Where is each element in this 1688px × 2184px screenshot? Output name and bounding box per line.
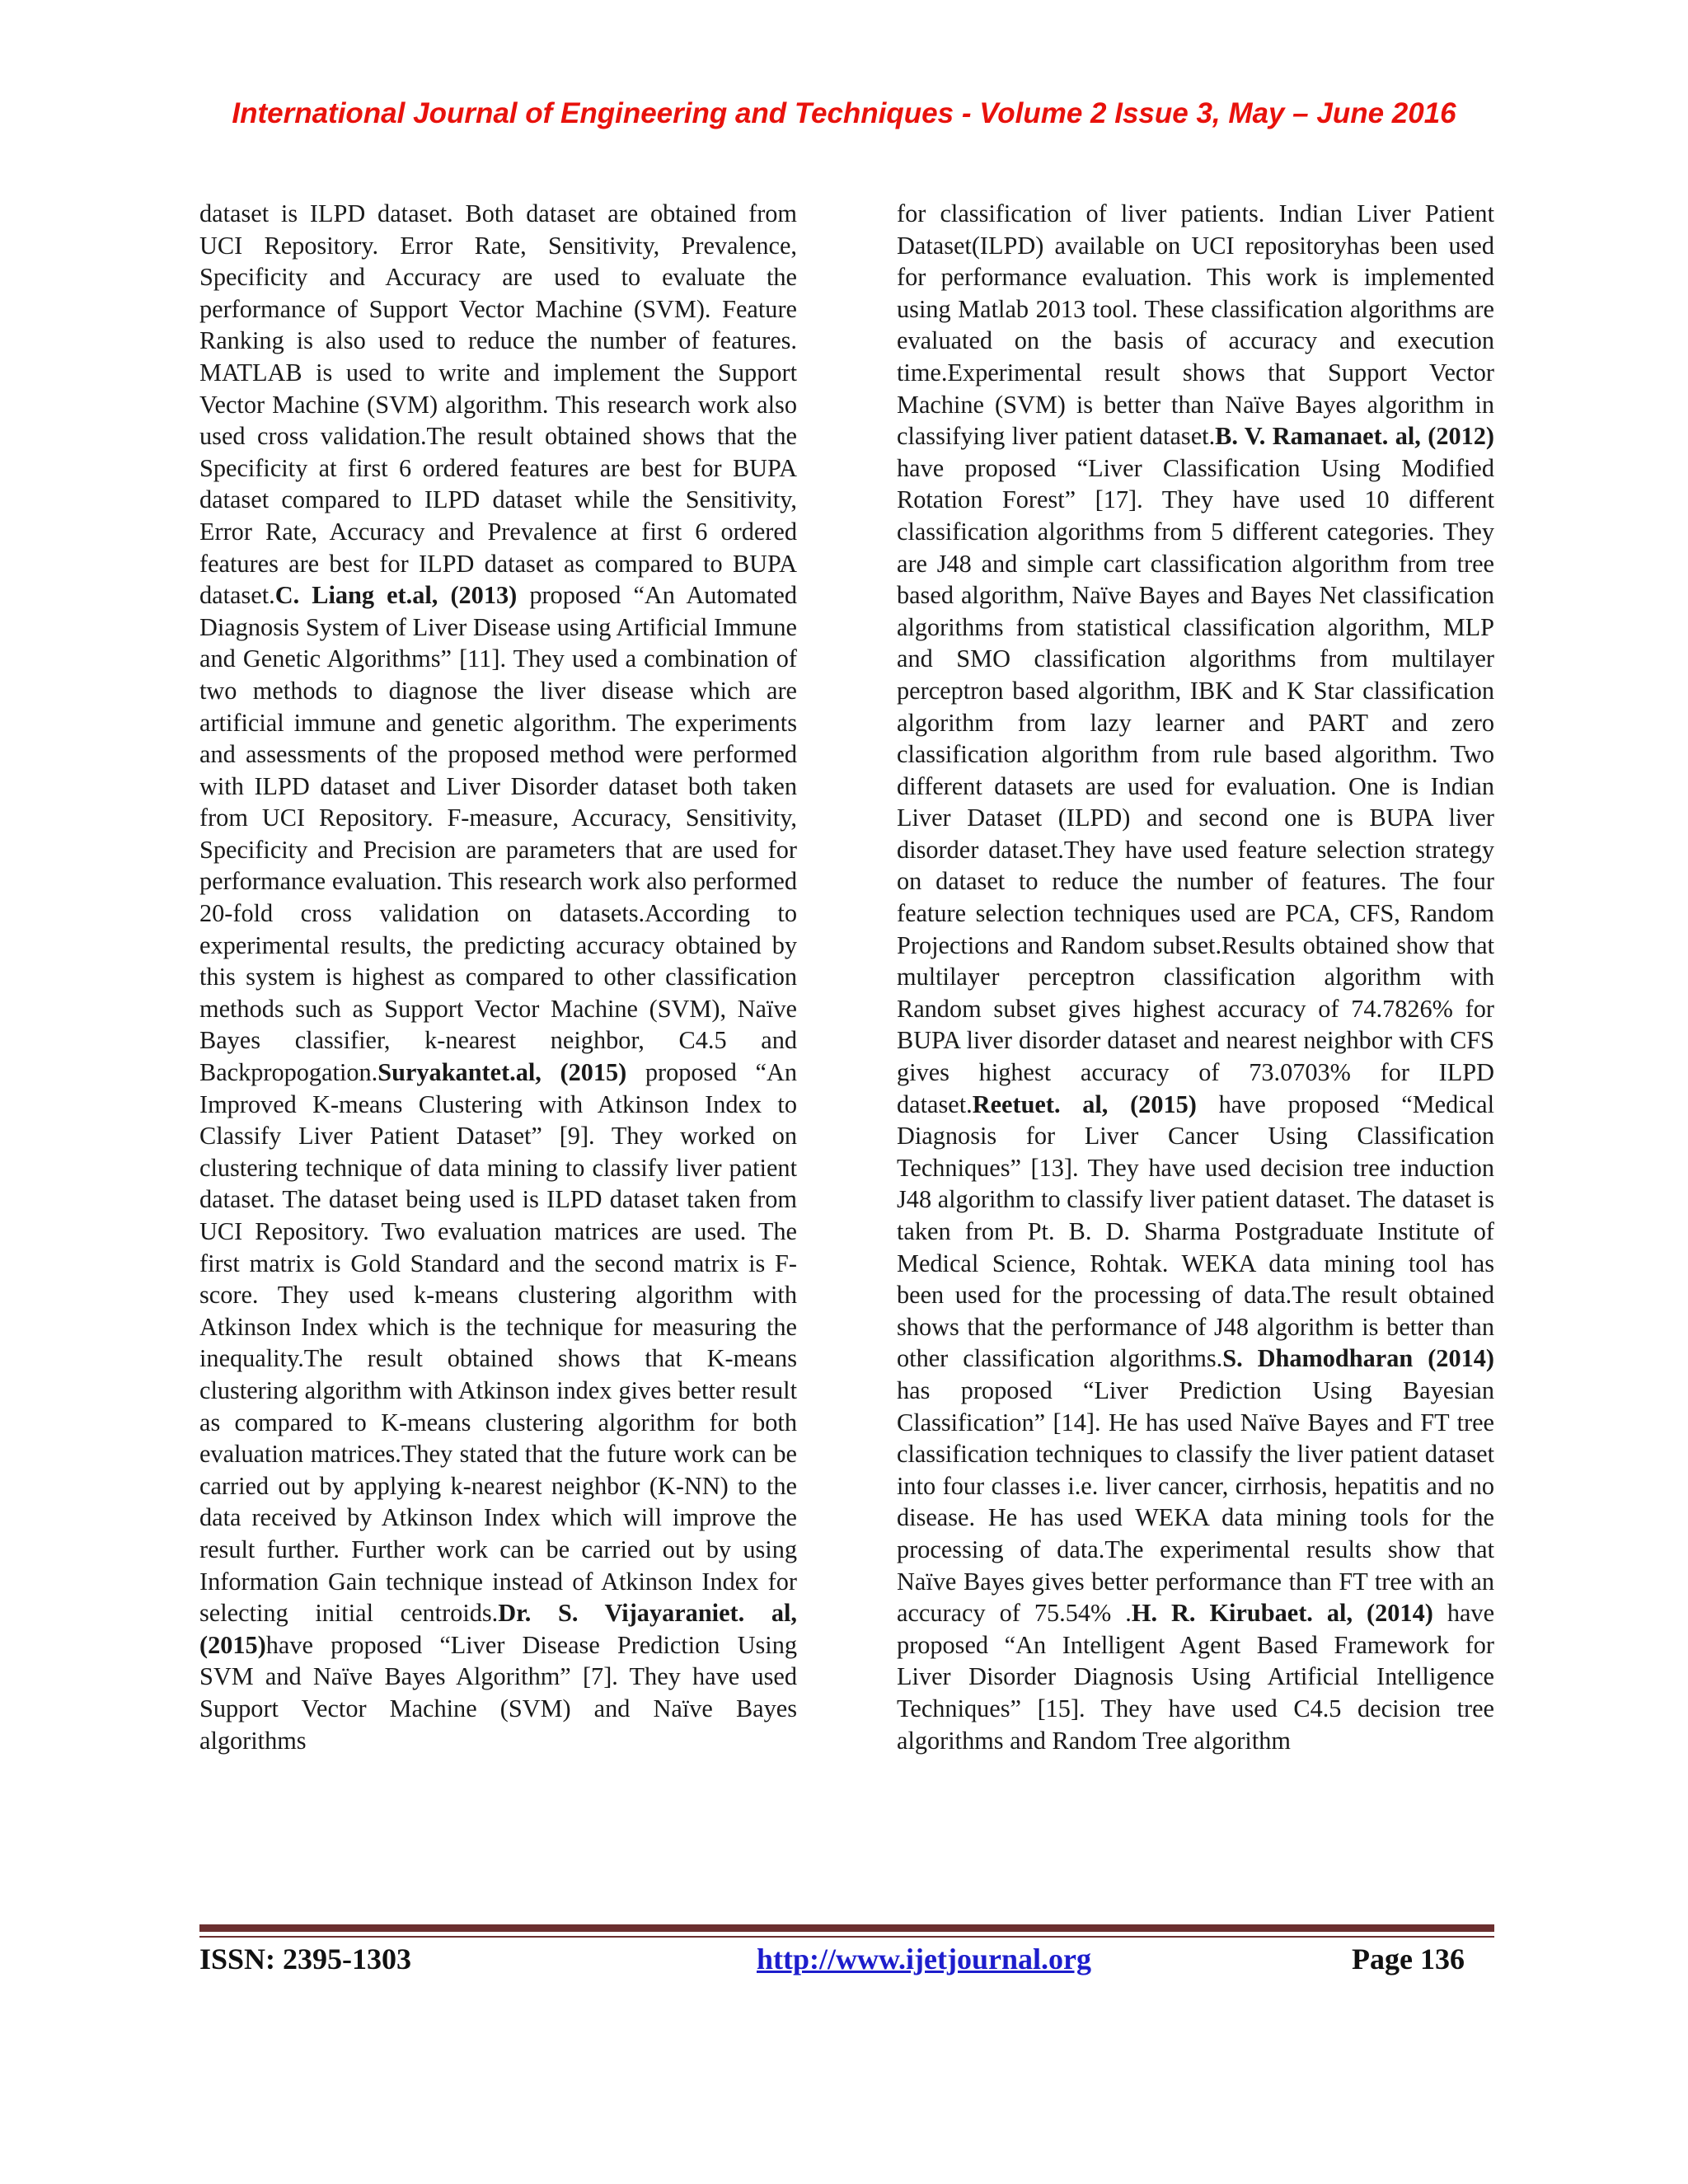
right-text-segment: have proposed “Medical Diagnosis for Liver Cancer Using Classification Techniques” [13]. They have used decision tree induction J48 algorithm to classify liver patient dataset. The dataset is taken from Pt. B. D. Sharma Postgraduate Institute of Medical Science, Rohtak. WEKA data mining tool has been used for the processing of data.The result obtained shows that the performance of J48 algorithm is better than other classification algorithms. — [897, 1090, 1494, 1373]
footer-issn: ISSN: 2395-1303 — [199, 1943, 412, 1975]
citation-author: H. R. Kirubaet. al, (2014) — [1131, 1599, 1433, 1628]
footer-divider — [199, 1924, 1494, 1932]
right-text-segment: have proposed “An Intelligent Agent Based Framework for Liver Disorder Diagnosis Using Artificial Intelligence Techniques” [15]. They have used C4.5 decision tree algorithms and Random Tree algorithm — [897, 1599, 1495, 1755]
left-text-segment: have proposed “Liver Disease Prediction Using SVM and Naïve Bayes Algorithm” [7]. They have used Support Vector Machine (SVM) and Naïve Bayes algorithms — [199, 1630, 797, 1755]
citation-author: Reetuet. al, (2015) — [972, 1090, 1197, 1118]
citation-author: B. V. Ramanaet. al, (2012) — [1215, 422, 1495, 451]
footer-journal-link[interactable]: http://www.ijetjournal.org — [757, 1943, 1091, 1975]
left-column — [199, 198, 797, 1756]
right-text-segment: have proposed “Liver Classification Using Modified Rotation Forest” [17]. They have used 10 different classification algorithms from 5 different categories. They are J48 and simple cart classification algorithm from tree based algorithm, Naïve Bayes and Bayes Net classification algorithms from statistical classification algorithm, MLP and SMO classification algorithms from multilayer perceptron based algorithm, IBK and K Star classification algorithm from lazy learner and PART and zero classification algorithm from rule based algorithm. Two different datasets are used for evaluation. One is Indian Liver Dataset (ILPD) and second one is BUPA liver disorder dataset.They have used feature selection strategy on dataset to reduce the number of features. The four feature selection techniques used are PCA, CFS, Random Projections and Random subset.Results obtained show that multilayer perceptron classification algorithm with Random subset gives highest accuracy of 74.7826% for BUPA liver disorder dataset and nearest neighbor with CFS gives highest accuracy of 73.0703% for ILPD dataset. — [897, 453, 1494, 1118]
footer-divider-thin — [199, 1936, 1494, 1938]
citation-author: Suryakantet.al, (2015) — [377, 1058, 627, 1087]
right-column — [897, 198, 1494, 1756]
left-text-segment: proposed “An Automated Diagnosis System of Liver Disease using Artificial Immune and Genetic Algorithms” [11]. They used a combination of two methods to diagnose the liver disease which are artificial immune and genetic algorithm. The experiments and assessments of the proposed method were performed with ILPD dataset and Liver Disorder dataset both taken from UCI Repository. F-measure, Accuracy, Sensitivity, Specificity and Precision are parameters that are used for performance evaluation. This research work also performed 20-fold cross validation on datasets.According to experimental results, the predicting accuracy obtained by this system is highest as compared to other classification methods such as Support Vector Machine (SVM), Naïve Bayes classifier, k-nearest neighbor, C4.5 and Backpropogation. — [199, 581, 797, 1087]
citation-author: C. Liang et.al, (2013) — [274, 581, 518, 610]
left-text-segment: proposed “An Improved K-means Clustering with Atkinson Index to Classify Liver Patient Dataset” [9]. They worked on clustering technique of data mining to classify liver patient dataset. The dataset being used is ILPD dataset taken from UCI Repository. Two evaluation matrices are used. The first matrix is Gold Standard and the second matrix is F-score. They used k-means clustering algorithm with Atkinson Index which is the technique for measuring the inequality.The result obtained shows that K-means clustering algorithm with Atkinson index gives better result as compared to K-means clustering algorithm for both evaluation matrices.They stated that the future work can be carried out by applying k-nearest neighbor (K-NN) to the data received by Atkinson Index which will improve the result further. Further work can be carried out by using Information Gain technique instead of Atkinson Index for selecting initial centroids. — [199, 1058, 797, 1628]
right-text-segment: has proposed “Liver Prediction Using Bayesian Classification” [14]. He has used Naïve Bayes and FT tree classification techniques to classify the liver patient dataset into four classes i.e. liver cancer, cirrhosis, hepatitis and no disease. He has used WEKA data mining tools for the processing of data.The experimental results show that Naïve Bayes gives better performance than FT tree with an accuracy of 75.54% . — [897, 1376, 1494, 1628]
right-text-segment: for classification of liver patients. Indian Liver Patient Dataset(ILPD) available on UCI repositoryhas been used for performance evaluation. This work is implemented using Matlab 2013 tool. These classification algorithms are evaluated on the basis of accuracy and execution time.Experimental result shows that Support Vector Machine (SVM) is better than Naïve Bayes algorithm in classifying liver patient dataset. — [897, 199, 1494, 451]
citation-author: Dr. S. Vijayaraniet. al, (2015) — [199, 1599, 797, 1659]
right-column-text — [897, 198, 1494, 1756]
left-text-segment: dataset is ILPD dataset. Both dataset are obtained from UCI Repository. Error Rate, Sensitivity, Prevalence, Specificity and Accuracy are used to evaluate the performance of Support Vector Machine (SVM). Feature Ranking is also used to reduce the number of features. MATLAB is used to write and implement the Support Vector Machine (SVM) algorithm. This research work also used cross validation.The result obtained shows that the Specificity at first 6 ordered features are best for BUPA dataset compared to ILPD dataset while the Sensitivity, Error Rate, Accuracy and Prevalence at first 6 ordered features are best for ILPD dataset as compared to BUPA dataset. — [199, 199, 797, 610]
left-column-text — [199, 198, 797, 1756]
footer-page-number: Page 136 — [1352, 1943, 1465, 1975]
citation-author: S. Dhamodharan (2014) — [1222, 1344, 1494, 1373]
journal-header: International Journal of Engineering and Techniques - Volume 2 Issue 3, May – June 2016 — [232, 97, 1456, 129]
